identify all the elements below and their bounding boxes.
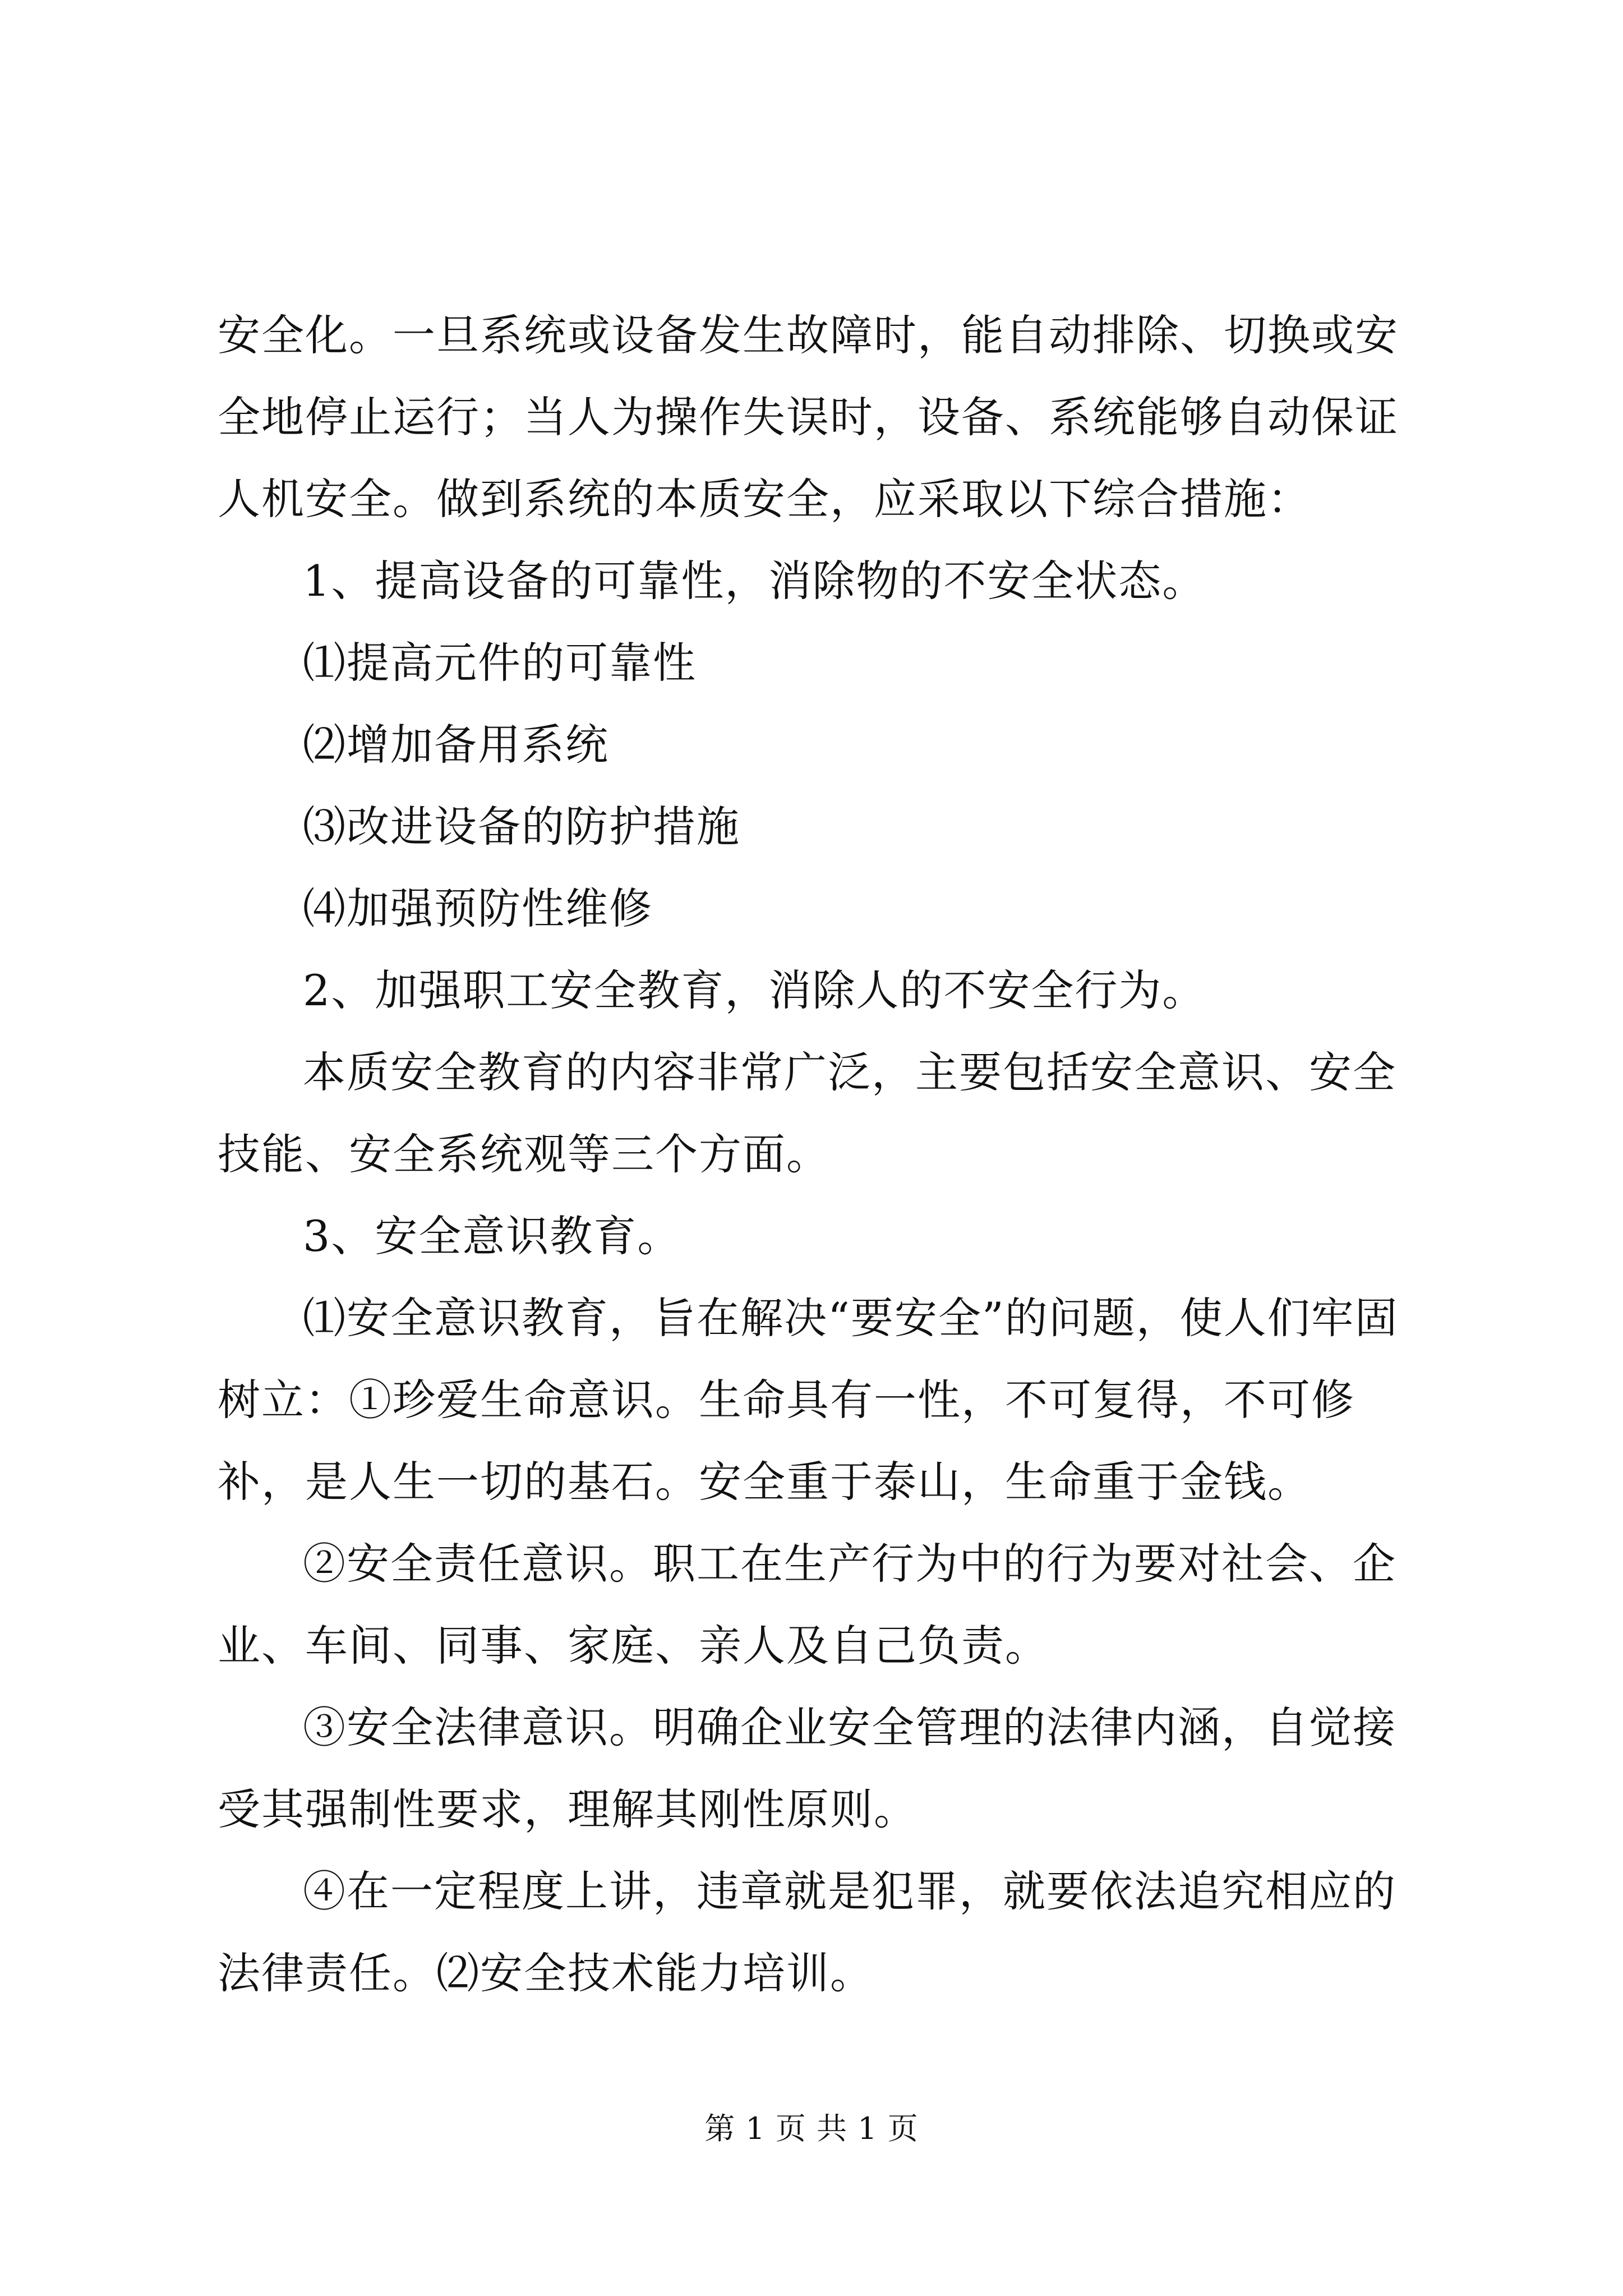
paragraph-1: 安全化。一旦系统或设备发生故障时，能自动排除、切换或安全地停止运行；当人为操作失误时，设备、系统能够自动保证人机安全。做到系统的本质安全，应采取以下综合措施： [218,310,1399,524]
paragraph-3: ⑴提高元件的可靠性 [303,638,697,688]
page-footer: 第 1 页 共 1 页 [704,2111,919,2146]
paragraph-5: ⑶改进设备的防护措施 [303,802,740,852]
paragraph-8: 本质安全教育的内容非常广泛，主要包括安全意识、安全技能、安全系统观等三个方面。 [218,1047,1396,1179]
paragraph-7: 2、加强职工安全教育，消除人的不安全行为。 [303,965,1206,1015]
paragraph-4: ⑵增加备用系统 [303,720,609,770]
paragraph-9: 3、安全意识教育。 [303,1211,681,1261]
paragraph-6: ⑷加强预防性维修 [303,884,653,933]
paragraph-12: ③安全法律意识。明确企业安全管理的法律内涵，自觉接受其强制性要求，理解其刚性原则。 [218,1703,1396,1834]
document-body [218,295,1423,2014]
paragraph-2: 1、提高设备的可靠性，消除物的不安全状态。 [303,556,1206,606]
paragraph-13: ④在一定程度上讲，违章就是犯罪，就要依法追究相应的法律责任。⑵安全技术能力培训。 [218,1866,1396,1998]
paragraph-10: ⑴安全意识教育，旨在解决“要安全”的问题，使人们牢固树立：①珍爱生命意识。生命具有一性，不可复得，不可修补，是人生一切的基石。安全重于泰山，生命重于金钱。 [218,1293,1399,1507]
paragraph-11: ②安全责任意识。职工在生产行为中的行为要对社会、企业、车间、同事、家庭、亲人及自己负责。 [218,1539,1396,1671]
